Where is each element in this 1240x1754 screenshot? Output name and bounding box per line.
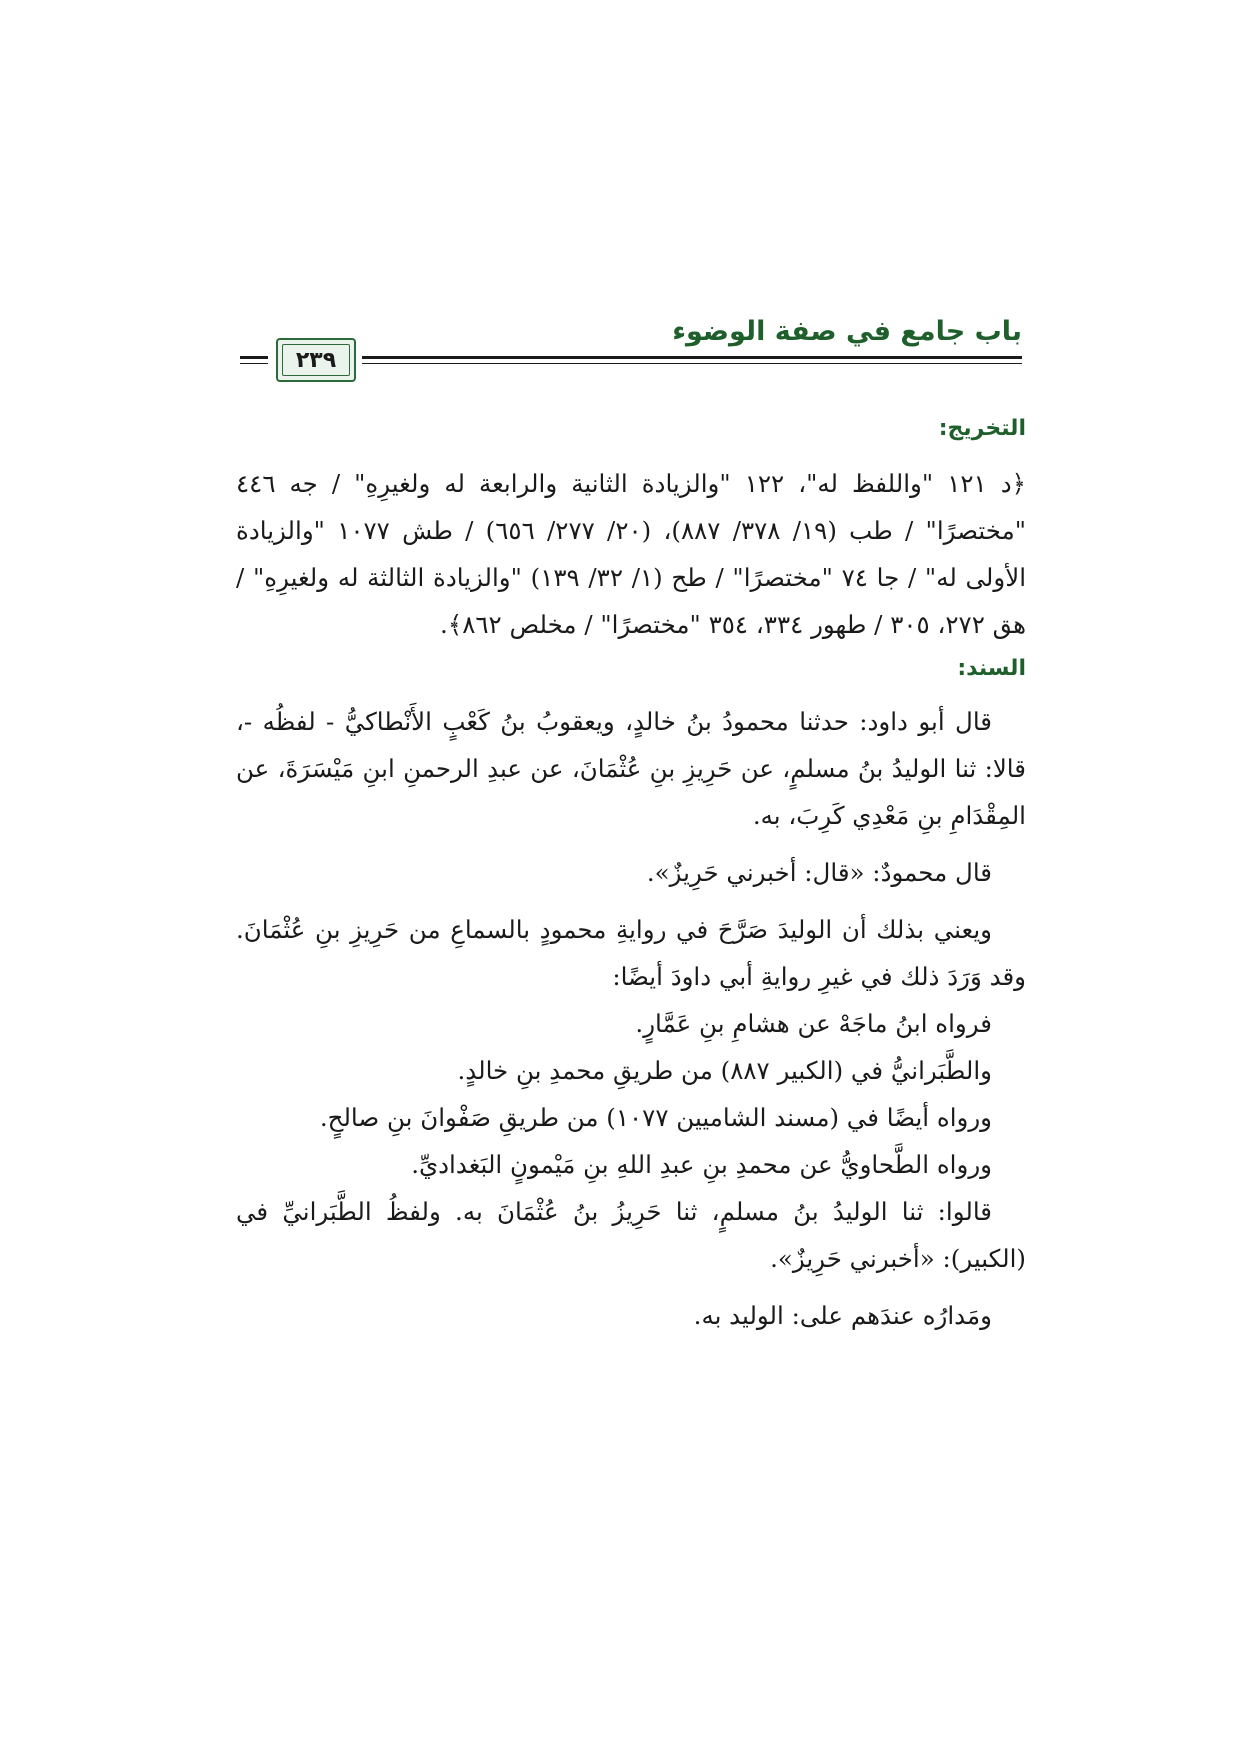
sanad-paragraph-4: قالوا: ثنا الوليدُ بنُ مسلمٍ، ثنا حَرِيزُ بنُ عُثْمَانَ به. ولفظُ الطَّبَرانيِّ في (الكبير): «أخبرني حَرِيزٌ». [236,1197,1026,1273]
header-rule [362,356,1022,364]
page-body [236,412,1026,1339]
sanad-paragraph-2: قال محمودٌ: «قال: أخبرني حَرِيزٌ». [646,858,992,887]
sanad-paragraph-1: قال أبو داود: حدثنا محمودُ بنُ خالدٍ، ويعقوبُ بنُ كَعْبٍ الأَنْطاكيُّ - لفظُه -، قالا: ثنا الوليدُ بنُ مسلمٍ، عن حَرِيزِ بنِ عُثْمَانَ، عن عبدِ الرحمنِ ابنِ مَيْسَرَةَ، عن المِقْدَامِ بنِ مَعْدِي كَرِبَ، به. [236,707,1026,830]
sanad-paragraph-5: ومَدارُه عندَهم على: الوليد به. [693,1301,992,1330]
narration-line-4: ورواه الطَّحاويُّ عن محمدِ بنِ عبدِ اللهِ بنِ مَيْمونٍ البَغداديِّ. [411,1150,992,1179]
sanad-paragraph-3: ويعني بذلك أن الوليدَ صَرَّحَ في روايةِ محمودٍ بالسماعِ من حَرِيزِ بنِ عُثْمَانَ. وقد وَرَدَ ذلك في غيرِ روايةِ أبي داودَ أيضًا: [236,915,1026,991]
page-number: ٢٣٩ [295,347,337,373]
narration-line-1: فرواه ابنُ ماجَهْ عن هشامِ بنِ عَمَّارٍ. [635,1009,992,1038]
takhrij-text: ﴿د ١٢١ "واللفظ له"، ١٢٢ "والزيادة الثانية والرابعة له ولغيرِهِ" / جه ٤٤٦ "مختصرًا" / طب (١٩/ ٣٧٨/ ٨٨٧)، (٢٠/ ٢٧٧/ ٦٥٦) / طش ١٠٧٧ "والزيادة الأولى له" / جا ٧٤ "مختصرًا" / طح (١/ ٣٢/ ١٣٩) "والزيادة الثالثة له ولغيرِهِ" / هق ٢٧٢، ٣٠٥ / طهور ٣٣٤، ٣٥٤ "مختصرًا" / مخلص ٨٦٢﴾. [236,469,1027,639]
header-rule-left [240,356,268,364]
page-number-badge [276,338,356,382]
narration-line-3: ورواه أيضًا في (مسند الشاميين ١٠٧٧) من طريقِ صَفْوانَ بنِ صالحٍ. [319,1103,992,1132]
running-title: باب جامع في صفة الوضوء [672,316,1022,347]
narration-line-2: والطَّبَرانيُّ في (الكبير ٨٨٧) من طريقِ محمدِ بنِ خالدٍ. [457,1056,992,1085]
takhrij-heading: التخريج: [938,416,1026,441]
sanad-heading: السند: [957,656,1026,681]
page-header [240,308,1022,398]
